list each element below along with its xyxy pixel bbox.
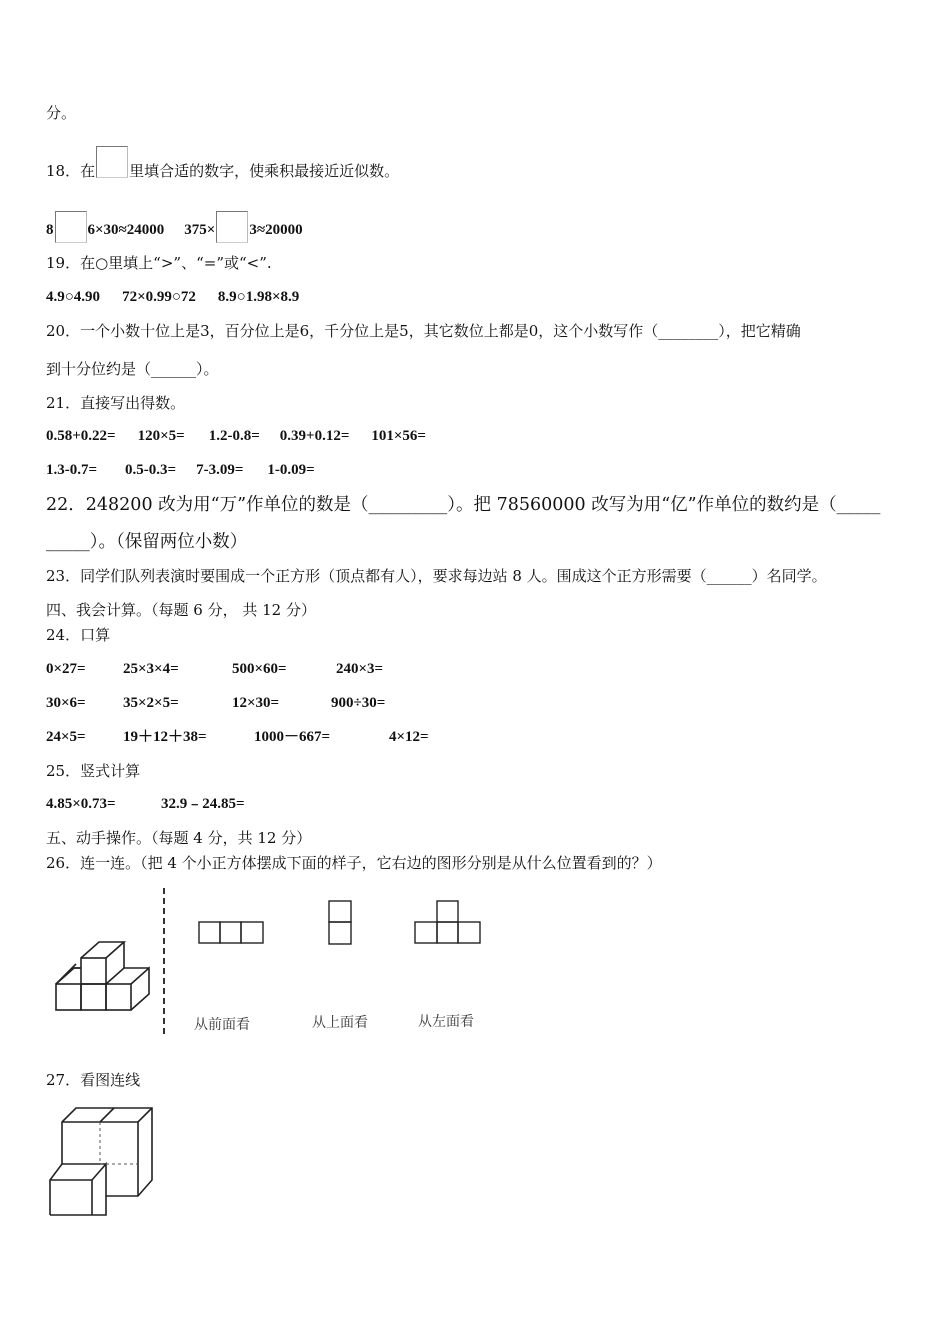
question-24-row2: 30×6= 35×2×5= 12×30= 900÷30= (46, 695, 386, 711)
question-25: 25．竖式计算 (46, 762, 141, 780)
line-continuation: 分。 (46, 104, 77, 122)
caption-top-view: 从上面看 (312, 1015, 368, 1031)
caption-left-view: 从左面看 (418, 1014, 474, 1030)
question-20: 20．一个小数十位上是3，百分位上是6，千分位上是5，其它数位上都是0，这个小数写作（________），把它精确 (46, 322, 801, 340)
question-27: 27．看图连线 (46, 1071, 141, 1089)
blank-box[interactable] (55, 211, 87, 243)
question-24-row3: 24×5= 19＋12＋38= 1000－667= 4×12= (46, 729, 429, 745)
blank-box[interactable] (216, 211, 248, 243)
front-view-shape (199, 922, 263, 943)
question-24: 24．口算 (46, 626, 111, 644)
question-21-row1: 0.58+0.22= 120×5= 1.2-0.8= 0.39+0.12= 101×56= (46, 428, 426, 444)
question-18: 18．在 里填合适的数字，使乘积最接近近似数。 (46, 148, 399, 180)
question-25-items: 4.85×0.73= 32.9﹣24.85= (46, 796, 245, 812)
question-22: 22．248200 改为用“万”作单位的数是（_________）。把 78560000 改写为用“亿”作单位的数约是（_____ (46, 495, 881, 515)
cube-stack-drawing (56, 942, 149, 1010)
section-5-heading: 五、动手操作。（每题 4 分，共 12 分） (46, 829, 312, 847)
question-22-cont: _____）。（保留两位小数） (46, 532, 248, 552)
question-23: 23．同学们队列表演时要围成一个正方形（顶点都有人），要求每边站 8 人。围成这个正方形需要（______）名同学。 (46, 567, 827, 585)
section-4-heading: 四、我会计算。（每题 6 分， 共 12 分） (46, 601, 316, 619)
caption-front-view: 从前面看 (194, 1017, 250, 1033)
left-view-shape (415, 901, 480, 943)
question-26: 26．连一连。（把 4 个小正方体摆成下面的样子，它右边的图形分别是从什么位置看到的？） (46, 854, 662, 872)
cubes-figure-27 (46, 1100, 158, 1224)
question-18-items: 8 6×30≈24000 375× 3≈20000 (46, 207, 303, 239)
question-21: 21．直接写出得数。 (46, 394, 186, 412)
question-20-cont: 到十分位约是（______）。 (46, 360, 219, 378)
question-21-row2: 1.3-0.7= 0.5-0.3= 7-3.09= 1-0.09= (46, 462, 315, 478)
blank-box[interactable] (96, 146, 128, 178)
question-24-row1: 0×27= 25×3×4= 500×60= 240×3= (46, 661, 384, 677)
top-view-shape (329, 901, 351, 944)
question-19-items: 4.9○4.90 72×0.99○72 8.9○1.98×8.9 (46, 289, 300, 305)
question-19: 19．在○里填上“>”、“=”或“<”. (46, 254, 272, 272)
